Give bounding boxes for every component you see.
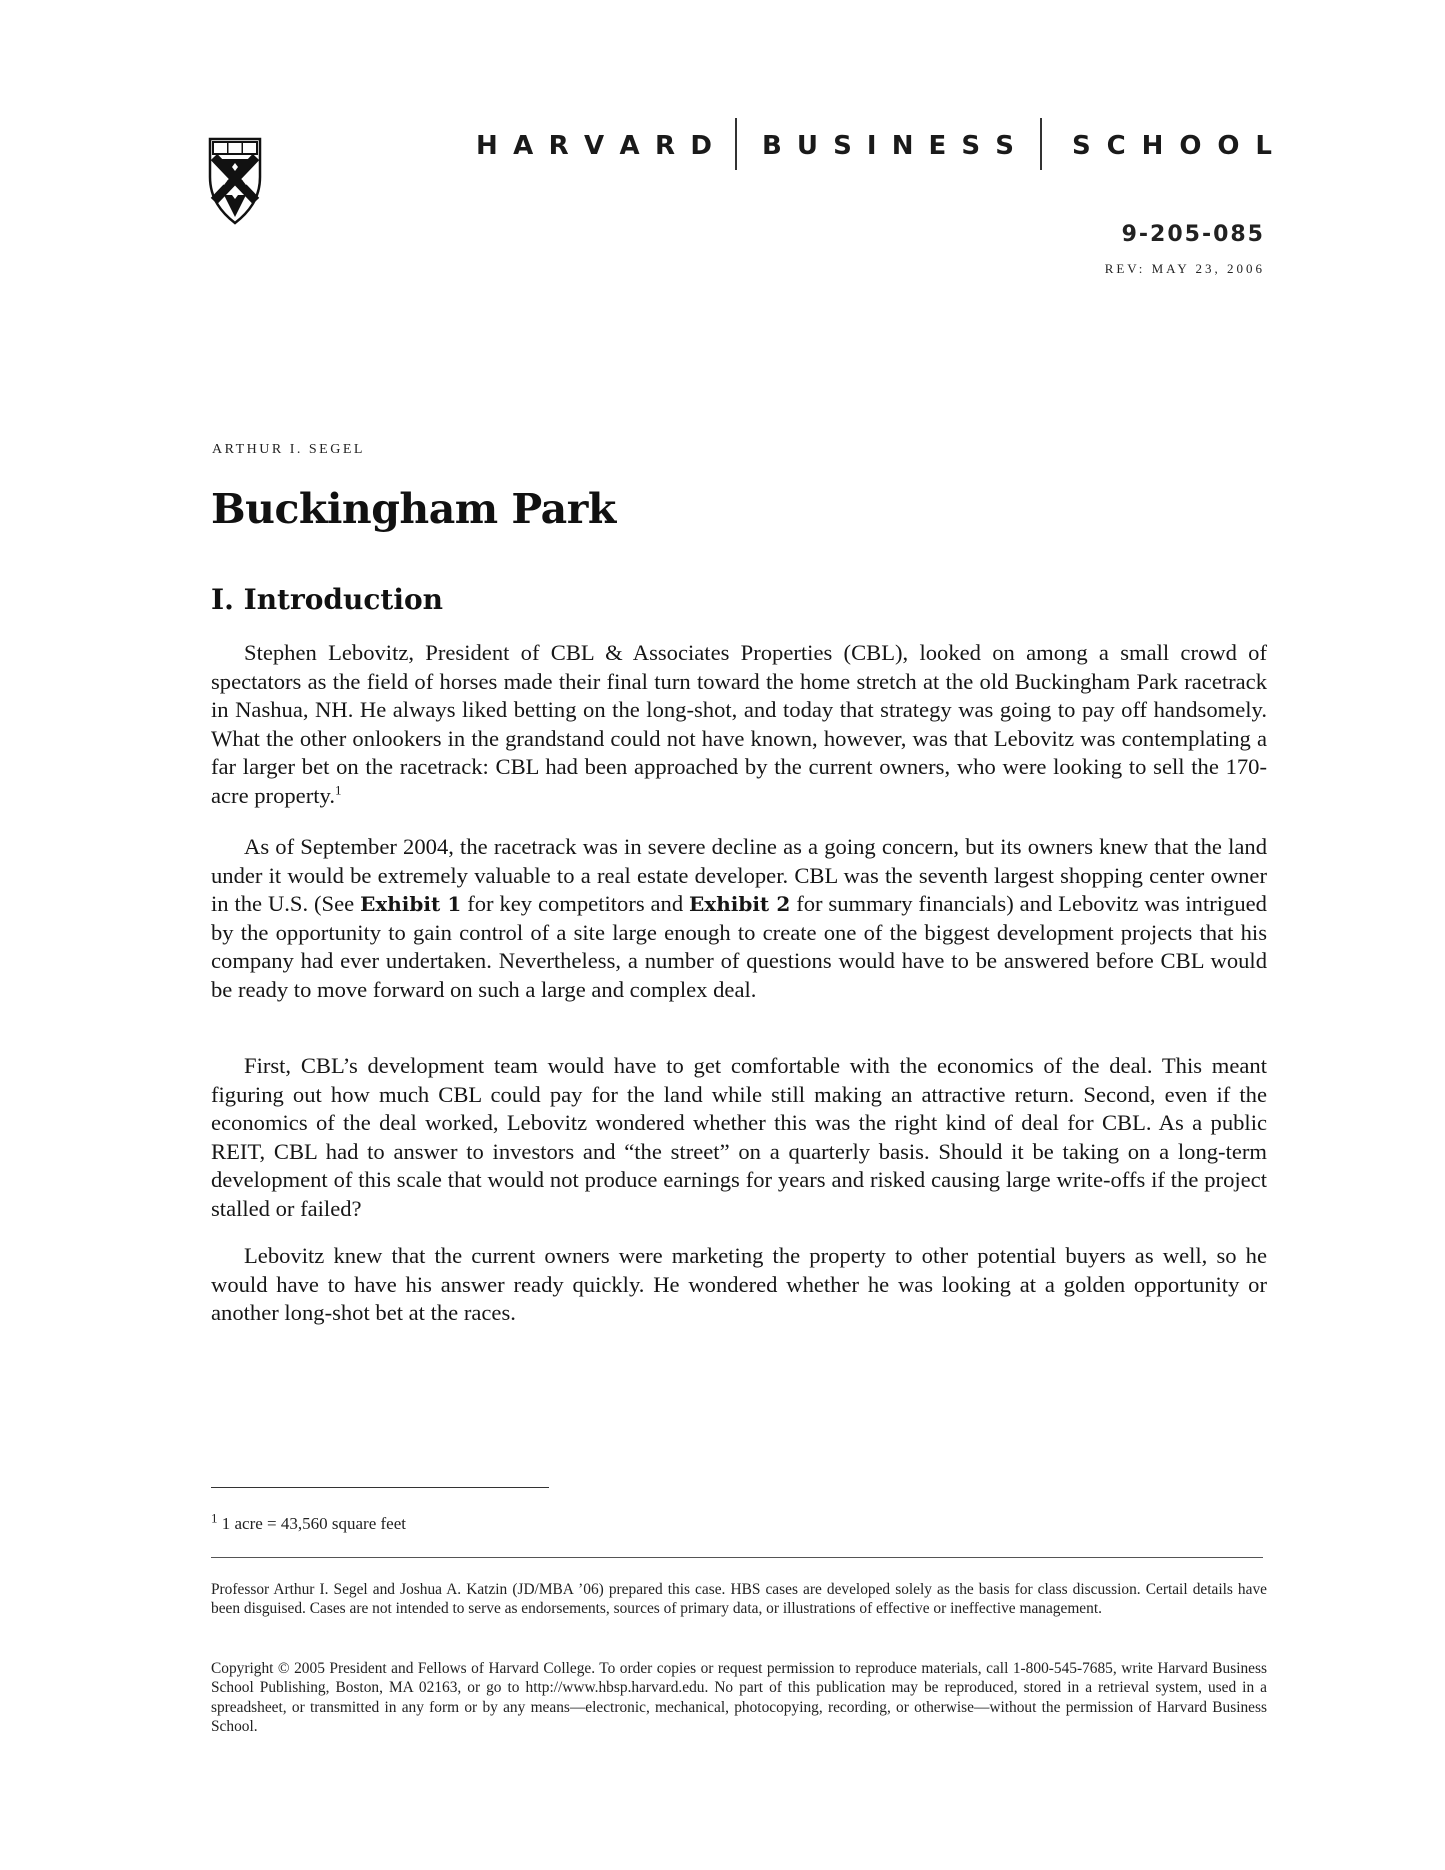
paragraph-2-text-c: for summary financials) and Lebovitz was intrigued by the opportunity to gain control of a site large enough to create one of the biggest development projects that his company had ever undertaken. Nevertheless, a number of questions would have to be answered before CBL would be ready to move forward on such a large and complex deal. xyxy=(211,891,1267,1002)
paragraph-2-text-a: As of September 2004, the racetrack was in severe decline as a going concern, but its owners knew that the land under it would be extremely valuable to a real estate developer. CBL was the seventh largest shopping center owner in the U.S. (See xyxy=(211,834,1267,916)
wordmark-letter: N xyxy=(891,131,914,161)
footnote-divider xyxy=(211,1487,549,1488)
wordmark-letter: O xyxy=(1179,131,1202,161)
wordmark-letter: C xyxy=(1106,131,1126,161)
paragraph-1-text: Stephen Lebovitz, President of CBL & Associates Properties (CBL), looked on among a small crowd of spectators as the field of horses made their final turn toward the home stretch at the old Buckingham Park racetrack in Nashua, NH. He always liked betting on the long-shot, and today that strategy was going to pay off handsomely. What the other onlookers in the grandstand could not have known, however, was that Lebovitz was contemplating a far larger bet on the racetrack: CBL had been approached by the current owners, who were looking to sell the 170-acre property. xyxy=(211,640,1267,808)
section-heading: I. Introduction xyxy=(211,583,443,616)
wordmark-letter: H xyxy=(476,131,498,161)
wordmark-school xyxy=(1072,131,1272,161)
wordmark-letter: U xyxy=(796,131,819,161)
exhibit-2-reference: Exhibit 2 xyxy=(689,892,791,916)
footnote-marker: 1 xyxy=(211,1510,218,1526)
revision-date: REV: MAY 23, 2006 xyxy=(1104,261,1265,276)
preparation-note: Professor Arthur I. Segel and Joshua A. Katzin (JD/MBA ’06) prepared this case. HBS cases are developed solely as the basis for class discussion. Certail details have been disguised. Cases are not intended to serve as endorsements, sources of primary data, or illustrations of effective or ineffective management. xyxy=(211,1581,1267,1618)
case-number: 9-205-085 xyxy=(1121,222,1265,247)
paragraph-1 xyxy=(211,639,1267,810)
wordmark-letter: L xyxy=(1255,131,1272,161)
wordmark-letter: O xyxy=(1217,131,1240,161)
wordmark-harvard xyxy=(476,131,712,161)
page-title: Buckingham Park xyxy=(211,485,616,533)
author-name: ARTHUR I. SEGEL xyxy=(212,442,365,457)
paragraph-2-text-b: for key competitors and xyxy=(461,891,690,916)
wordmark-letter: D xyxy=(690,131,712,161)
copyright-notice: Copyright © 2005 President and Fellows of Harvard College. To order copies or request permission to reproduce materials, call 1-800-545-7685, write Harvard Business School Publishing, Boston, MA 02163, or go to http://www.hbsp.harvard.edu. No part of this publication may be reproduced, stored in a retrieval system, used in a spreadsheet, or transmitted in any form or by any means—electronic, mechanical, photocopying, recording, or otherwise—without the permission of Harvard Business School. xyxy=(211,1660,1267,1735)
footnote-text: 1 acre = 43,560 square feet xyxy=(221,1514,406,1533)
footnote-reference[interactable]: 1 xyxy=(334,781,342,797)
wordmark-letter: R xyxy=(654,131,675,161)
paragraph-4: Lebovitz knew that the current owners were marketing the property to other potential buyers as well, so he would have to have his answer ready quickly. He wondered whether he was looking at a golden opportunity or another long-shot bet at the races. xyxy=(211,1243,1267,1325)
wordmark-business xyxy=(762,131,1014,161)
harvard-business-school-wordmark xyxy=(476,118,1272,174)
wordmark-letter: S xyxy=(995,131,1014,161)
exhibit-1-reference: Exhibit 1 xyxy=(360,892,462,916)
harvard-shield-logo xyxy=(208,137,262,225)
wordmark-letter: R xyxy=(548,131,569,161)
wordmark-letter: S xyxy=(833,131,852,161)
wordmark-letter: V xyxy=(584,131,605,161)
wordmark-letter: B xyxy=(762,131,782,161)
wordmark-letter: I xyxy=(866,131,877,161)
footnote xyxy=(211,1510,406,1534)
wordmark-letter: H xyxy=(1141,131,1164,161)
wordmark-letter: E xyxy=(928,131,947,161)
wordmark-divider xyxy=(735,118,737,170)
wordmark-divider xyxy=(1040,118,1042,170)
credits-divider xyxy=(211,1557,1263,1558)
wordmark-letter: A xyxy=(513,131,534,161)
wordmark-letter: A xyxy=(619,131,640,161)
paragraph-2 xyxy=(211,833,1267,1004)
wordmark-letter: S xyxy=(1072,131,1091,161)
wordmark-letter: S xyxy=(961,131,981,161)
paragraph-3: First, CBL’s development team would have to get comfortable with the economics of the deal. This meant figuring out how much CBL could pay for the land while still making an attractive return. Second, even if the economics of the deal worked, Lebovitz wondered whether this was the right kind of deal for CBL. As a public REIT, CBL had to answer to investors and “the street” on a quarterly basis. Should it be taking on a long-term development of this scale that would not produce earnings for years and risked causing large write-offs if the project stalled or failed? xyxy=(211,1053,1267,1221)
